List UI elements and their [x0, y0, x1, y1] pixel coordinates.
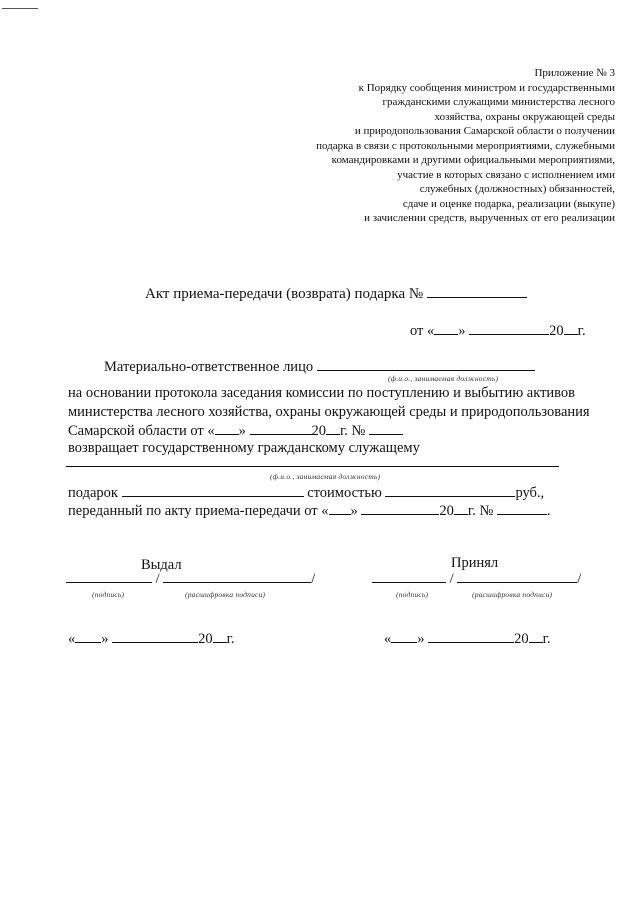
act-date: [410, 322, 586, 340]
issued-signature-field[interactable]: [66, 570, 152, 583]
basis-date-month-field[interactable]: [250, 422, 312, 435]
appendix-line: сдаче и оценке подарка, реализации (выкупе): [402, 197, 615, 210]
basis-date-day-field[interactable]: [215, 422, 239, 435]
issued-title: Выдал: [141, 557, 182, 573]
appendix-line: Приложение № 3: [534, 67, 615, 79]
basis-number-label: г. №: [340, 423, 366, 439]
basis-line-2: министерства лесного хозяйства, охраны окружающей среды и природопользования: [68, 404, 590, 420]
appendix-line: участие в которых связано с исполнением ими: [397, 168, 615, 181]
act-date-month-field[interactable]: [469, 322, 549, 335]
received-signature-row: [372, 570, 581, 588]
received-date-open: «: [384, 631, 392, 647]
hint-fio-position-2: (ф.и.о., занимаемая должность): [270, 472, 381, 481]
transferred-month-field[interactable]: [361, 502, 439, 515]
appendix-line: служебных (должностных) обязанностей,: [419, 183, 615, 195]
received-hint-signature: (подпись): [396, 590, 429, 599]
cost-field[interactable]: [385, 484, 515, 497]
appendix-line: к Порядку сообщения министром и государственными: [358, 81, 615, 94]
issued-date-day-field[interactable]: [75, 630, 101, 643]
issued-date-suffix: г.: [226, 631, 235, 647]
responsible-label: Материально-ответственное лицо: [104, 359, 314, 375]
issued-date: [68, 630, 235, 648]
received-date: [384, 630, 551, 648]
appendix-line: командировками и другими официальными мероприятиями,: [331, 154, 615, 166]
act-date-suffix: г.: [577, 323, 586, 339]
gift-row: [68, 484, 544, 502]
transferred-year-prefix: 20: [439, 503, 454, 519]
received-date-year-field[interactable]: [529, 630, 543, 643]
appendix-line: хозяйства, охраны окружающей среды: [434, 110, 615, 123]
act-date-close: »: [458, 323, 466, 339]
received-signature-field[interactable]: [372, 570, 446, 583]
scan-edge-mark: [2, 8, 38, 9]
received-decoding-field[interactable]: [457, 570, 577, 583]
received-date-month-field[interactable]: [428, 630, 514, 643]
basis-date-open: Самарской области от «: [68, 423, 215, 439]
act-date-open: от «: [410, 323, 435, 339]
act-title-text: Акт приема-передачи (возврата) подарка №: [145, 286, 424, 302]
issued-date-open: «: [68, 631, 76, 647]
issued-slash: /: [155, 571, 160, 587]
basis-date-year-prefix: 20: [311, 423, 326, 439]
transferred-number-label: г. №: [467, 503, 494, 519]
transferred-number-field[interactable]: [497, 502, 547, 515]
received-date-close: »: [417, 631, 425, 647]
act-title: [145, 285, 527, 303]
transferred-date-close: »: [350, 503, 358, 519]
act-number-field[interactable]: [427, 285, 527, 298]
returns-line: возвращает государственному гражданскому служащему: [68, 440, 420, 456]
hint-fio-position: (ф.и.о., занимаемая должность): [388, 374, 499, 383]
issued-hint-decoding: (расшифровка подписи): [185, 590, 266, 599]
gift-field[interactable]: [122, 484, 304, 497]
appendix-line: и природопользования Самарской области о получении: [354, 125, 615, 137]
received-date-suffix: г.: [542, 631, 551, 647]
issued-date-month-field[interactable]: [112, 630, 198, 643]
appendix-line: и зачислении средств, вырученных от его реализации: [364, 212, 615, 224]
recipient-field[interactable]: [66, 454, 559, 467]
transferred-day-field[interactable]: [329, 502, 351, 515]
received-date-day-field[interactable]: [391, 630, 417, 643]
act-date-day-field[interactable]: [434, 322, 458, 335]
issued-slash-end: /: [311, 571, 316, 587]
cost-label: стоимостью: [307, 485, 382, 501]
transferred-row: [68, 502, 551, 520]
issued-signature-row: [66, 570, 315, 588]
basis-line-1: на основании протокола заседания комиссии по поступлению и выбытию активов: [68, 385, 576, 401]
received-title: Принял: [451, 555, 499, 571]
gift-label: подарок: [68, 485, 118, 501]
act-date-year-field[interactable]: [564, 322, 578, 335]
responsible-field[interactable]: [317, 358, 535, 371]
act-date-year-prefix: 20: [549, 323, 564, 339]
issued-decoding-field[interactable]: [163, 570, 311, 583]
received-slash-end: /: [577, 571, 582, 587]
transferred-end: .: [546, 503, 551, 519]
appendix-header: [235, 66, 615, 226]
issued-hint-signature: (подпись): [92, 590, 125, 599]
basis-line-3: [68, 422, 403, 440]
received-hint-decoding: (расшифровка подписи): [472, 590, 553, 599]
appendix-line: гражданскими служащими министерства лесного: [382, 96, 615, 108]
basis-date-close: »: [238, 423, 246, 439]
issued-date-close: »: [101, 631, 109, 647]
transferred-year-field[interactable]: [454, 502, 468, 515]
transferred-label: переданный по акту приема-передачи от «: [68, 503, 329, 519]
basis-number-field[interactable]: [369, 422, 403, 435]
received-date-year-prefix: 20: [514, 631, 529, 647]
basis-date-year-field[interactable]: [326, 422, 340, 435]
appendix-line: подарка в связи с протокольными мероприятиями, служебными: [316, 139, 615, 152]
received-slash: /: [449, 571, 454, 587]
issued-date-year-prefix: 20: [198, 631, 213, 647]
issued-date-year-field[interactable]: [213, 630, 227, 643]
currency-label: руб.,: [515, 485, 545, 501]
